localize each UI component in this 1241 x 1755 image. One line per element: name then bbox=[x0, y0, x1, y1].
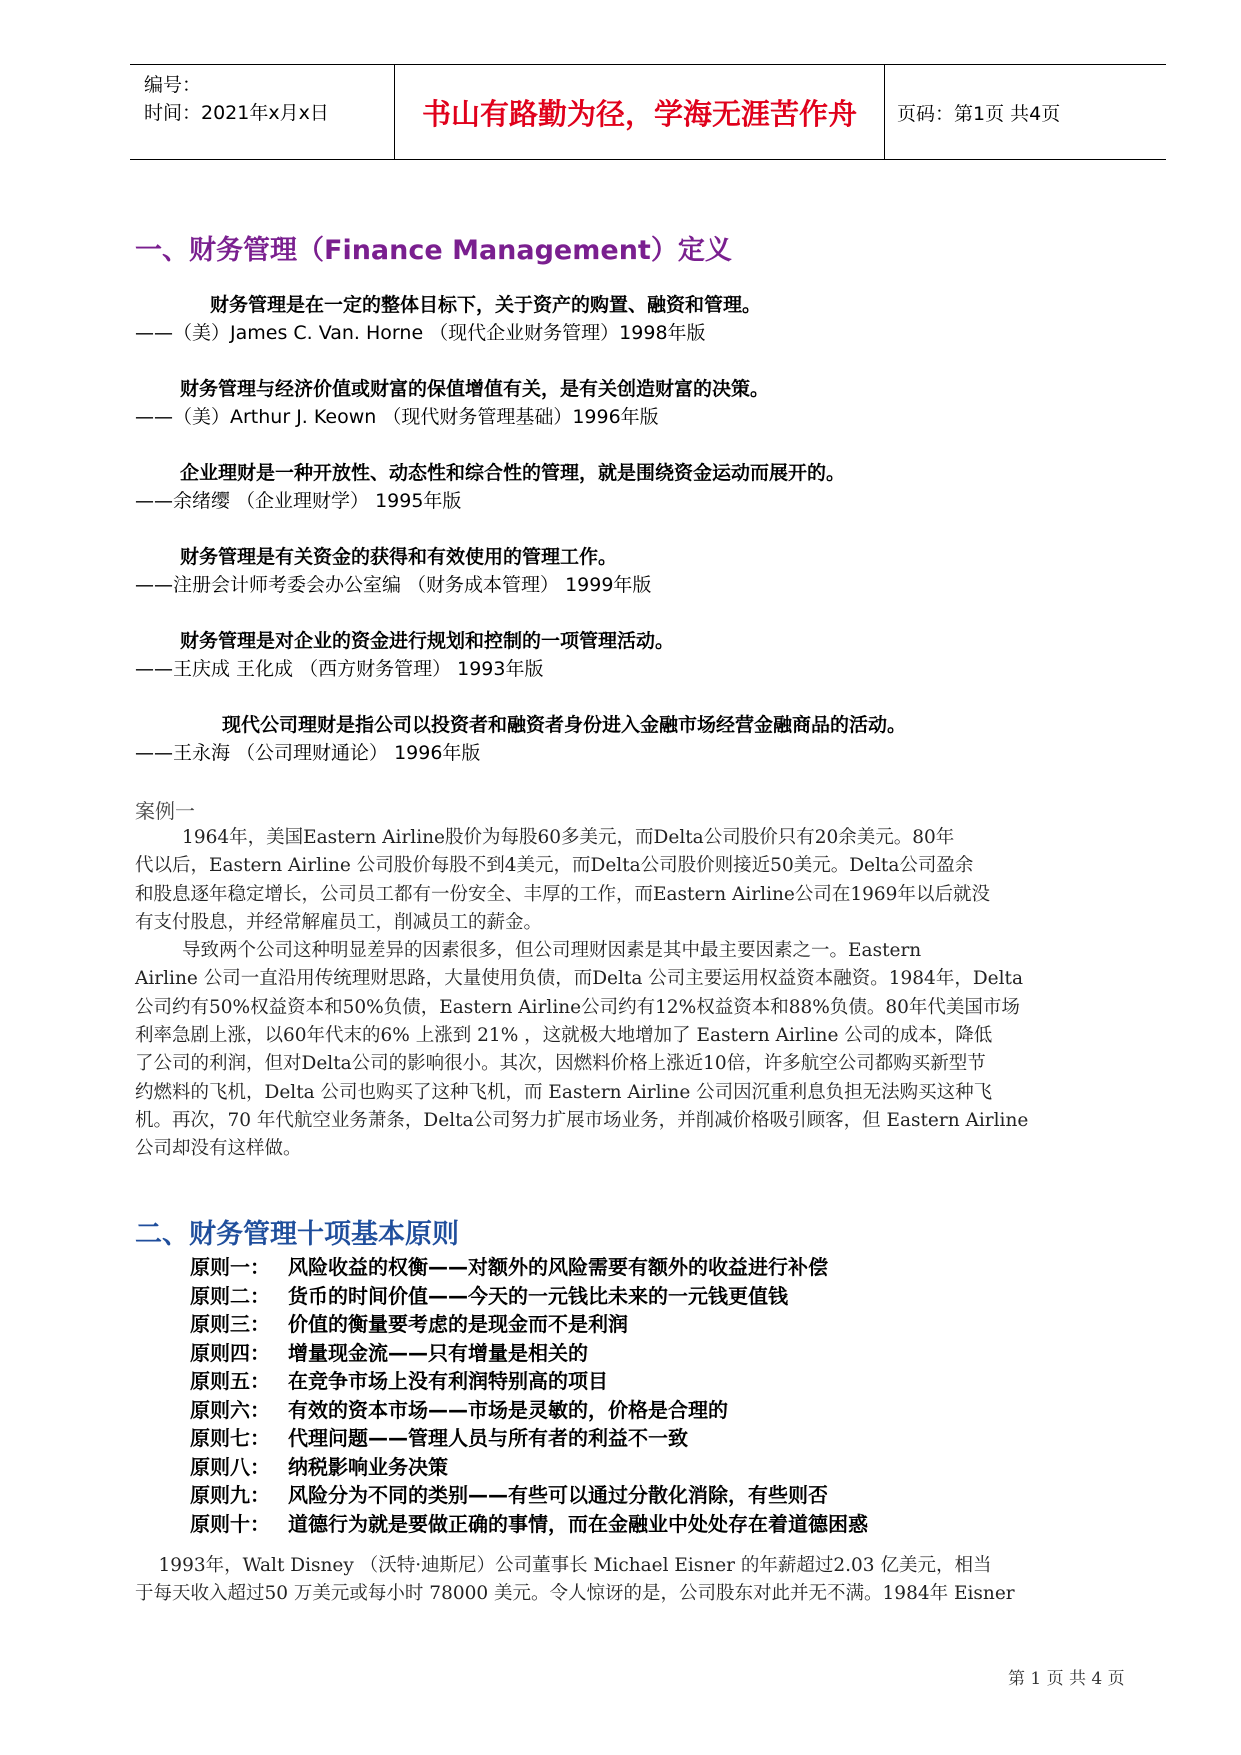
footer-page-number: 第 1 页 共 4 页 bbox=[1008, 1669, 1125, 1689]
principle-item bbox=[190, 1424, 868, 1453]
principle-label: 原则六： bbox=[190, 1397, 270, 1422]
case-line: 了公司的利润，但对Delta公司的影响很小。其次，因燃料价格上涨近10倍，许多航空公司都购买新型节 bbox=[135, 1053, 986, 1075]
section2-title: 二、财务管理十项基本原则 bbox=[135, 1219, 459, 1250]
page-header bbox=[130, 64, 1166, 160]
header-page-code: 页码：第1页 共4页 bbox=[897, 102, 1061, 125]
case-line: 代以后，Eastern Airline 公司股价每股不到4美元，而Delta公司股价则接近50美元。Delta公司盈余 bbox=[135, 855, 974, 877]
quote-6: 现代公司理财是指公司以投资者和融资者身份进入金融市场经营金融商品的活动。 bbox=[222, 714, 907, 736]
quote-1: 财务管理是在一定的整体目标下，关于资产的购置、融资和管理。 bbox=[210, 294, 762, 316]
case-label: 案例一 bbox=[135, 799, 195, 823]
principle-text: 代理问题——管理人员与所有者的利益不一致 bbox=[288, 1426, 688, 1450]
case-line: 有支付股息，并经常解雇员工，削减员工的薪金。 bbox=[135, 911, 543, 933]
quote-5-source: ——王庆成 王化成 （西方财务管理） 1993年版 bbox=[135, 658, 544, 680]
principle-label: 原则三： bbox=[190, 1312, 270, 1336]
principle-text: 风险分为不同的类别——有些可以通过分散化消除，有些则否 bbox=[288, 1483, 828, 1507]
closing-line: 于每天收入超过50 万美元或每小时 78000 美元。令人惊讶的是，公司股东对此并无不满。1984年 Eisner bbox=[135, 1583, 1015, 1605]
case-line: Airline 公司一直沿用传统理财思路，大量使用负债，而Delta 公司主要运用权益资本融资。1984年，Delta bbox=[135, 968, 1023, 990]
principle-text: 道德行为就是要做正确的事情，而在金融业中处处存在着道德困惑 bbox=[288, 1511, 868, 1536]
principle-item bbox=[190, 1367, 868, 1396]
case-line: 公司却没有这样做。 bbox=[135, 1138, 302, 1160]
section1-title: 一、财务管理（Finance Management）定义 bbox=[135, 235, 732, 266]
case-line: 和股息逐年稳定增长，公司员工都有一份安全、丰厚的工作，而Eastern Airline公司在1969年以后就没 bbox=[135, 883, 990, 905]
principle-label: 原则二： bbox=[190, 1283, 270, 1308]
case-line: 1964年，美国Eastern Airline股价为每股60多美元，而Delta公司股价只有20余美元。80年 bbox=[135, 827, 955, 848]
closing-line: 1993年，Walt Disney （沃特·迪斯尼）公司董事长 Michael Eisner 的年薪超过2.03 亿美元，相当 bbox=[135, 1555, 992, 1576]
quote-5: 财务管理是对企业的资金进行规划和控制的一项管理活动。 bbox=[180, 630, 675, 652]
quote-2-source: ——（美）Arthur J. Keown （现代财务管理基础）1996年版 bbox=[135, 406, 659, 428]
case-line: 机。再次，70 年代航空业务萧条，Delta公司努力扩展市场业务，并削减价格吸引顾客，但 Eastern Airline bbox=[135, 1109, 1029, 1131]
time-label: 时间：2021年x月x日 bbox=[144, 102, 329, 124]
quote-2: 财务管理与经济价值或财富的保值增值有关，是有关创造财富的决策。 bbox=[180, 378, 770, 400]
case-line: 利率急剧上涨，以60年代末的6% 上涨到 21% ，这就极大地增加了 Eastern Airline 公司的成本，降低 bbox=[135, 1025, 993, 1047]
principle-item bbox=[190, 1310, 868, 1339]
principles-list bbox=[190, 1253, 868, 1538]
principle-text: 风险收益的权衡——对额外的风险需要有额外的收益进行补偿 bbox=[288, 1255, 828, 1279]
principle-item bbox=[190, 1282, 868, 1311]
principle-text: 在竞争市场上没有利润特别高的项目 bbox=[288, 1369, 608, 1393]
principle-label: 原则五： bbox=[190, 1369, 270, 1393]
case-line: 导致两个公司这种明显差异的因素很多，但公司理财因素是其中最主要因素之一。Eastern bbox=[135, 940, 922, 962]
case-line: 约燃料的飞机，Delta 公司也购买了这种飞机，而 Eastern Airline 公司因沉重利息负担无法购买这种飞 bbox=[135, 1081, 993, 1103]
quote-4-source: ——注册会计师考委会办公室编 （财务成本管理） 1999年版 bbox=[135, 574, 652, 596]
case-paragraph bbox=[135, 824, 1028, 1164]
case-line: 公司约有50%权益资本和50%负债，Eastern Airline公司约有12%权益资本和88%负债。80年代美国市场 bbox=[135, 996, 1020, 1018]
header-info bbox=[130, 65, 395, 159]
principle-label: 原则八： bbox=[190, 1454, 270, 1479]
quote-3-source: ——余绪缨 （企业理财学） 1995年版 bbox=[135, 490, 462, 512]
principle-label: 原则七： bbox=[190, 1426, 270, 1450]
principle-text: 增量现金流——只有增量是相关的 bbox=[288, 1340, 588, 1365]
principle-item bbox=[190, 1396, 868, 1425]
principle-text: 纳税影响业务决策 bbox=[288, 1454, 448, 1479]
quote-3: 企业理财是一种开放性、动态性和综合性的管理，就是围绕资金运动而展开的。 bbox=[180, 462, 846, 484]
principle-text: 价值的衡量要考虑的是现金而不是利润 bbox=[288, 1312, 628, 1336]
quote-6-source: ——王永海 （公司理财通论） 1996年版 bbox=[135, 742, 481, 764]
principle-item bbox=[190, 1510, 868, 1539]
principle-label: 原则四： bbox=[190, 1340, 270, 1365]
header-motto: 书山有路勤为径，学海无涯苦作舟 bbox=[395, 65, 885, 159]
principle-item bbox=[190, 1453, 868, 1482]
quote-4: 财务管理是有关资金的获得和有效使用的管理工作。 bbox=[180, 546, 618, 568]
principle-text: 有效的资本市场——市场是灵敏的，价格是合理的 bbox=[288, 1397, 728, 1422]
principle-text: 货币的时间价值——今天的一元钱比未来的一元钱更值钱 bbox=[288, 1283, 788, 1308]
number-label: 编号： bbox=[144, 74, 202, 96]
closing-paragraph bbox=[135, 1552, 1015, 1609]
quote-1-source: ——（美）James C. Van. Horne （现代企业财务管理）1998年版 bbox=[135, 322, 706, 344]
principle-label: 原则十： bbox=[190, 1511, 270, 1536]
principle-item bbox=[190, 1253, 868, 1282]
principle-label: 原则九： bbox=[190, 1483, 270, 1507]
principle-label: 原则一： bbox=[190, 1255, 270, 1279]
principle-item bbox=[190, 1481, 868, 1510]
principle-item bbox=[190, 1339, 868, 1368]
